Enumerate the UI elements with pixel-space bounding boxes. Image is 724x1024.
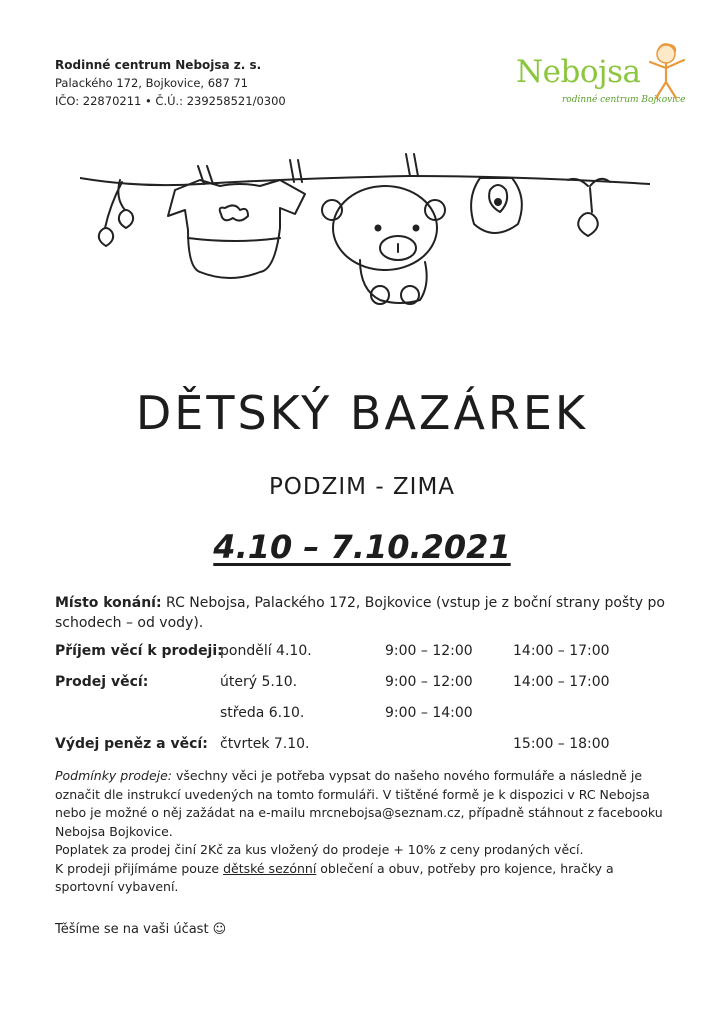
conditions-paragraph xyxy=(55,767,665,841)
fee-paragraph: Poplatek za prodej činí 2Kč za kus vložený do prodeje + 10% z ceny prodaných věcí. xyxy=(55,842,584,857)
row-day: čtvrtek 7.10. xyxy=(220,736,310,752)
season-subtitle: PODZIM - ZIMA xyxy=(268,474,456,500)
nebojsa-logo xyxy=(512,40,692,115)
accepted-emphasis: dětské sezónní xyxy=(223,860,317,876)
org-ids: IČO: 22870211 • Č.Ú.: 239258521/0300 xyxy=(55,94,286,108)
event-dates: 4.10 – 7.10.2021 xyxy=(213,528,511,566)
org-address: Palackého 172, Bojkovice, 687 71 xyxy=(55,76,248,90)
row-morning: 9:00 – 12:00 xyxy=(385,674,473,690)
logo-tagline: rodinné centrum Bojkovice xyxy=(562,95,686,105)
row-morning: 9:00 – 12:00 xyxy=(385,643,473,659)
accepted-items-paragraph xyxy=(55,860,665,897)
row-label: Prodej věcí: xyxy=(55,674,149,690)
row-day: středa 6.10. xyxy=(220,705,305,721)
accepted-text-start: K prodeji přijímáme pouze xyxy=(55,860,224,876)
row-afternoon: 14:00 – 17:00 xyxy=(513,674,610,690)
conditions-text: všechny věci je potřeba vypsat do našeho nového formuláře a následně je označit dle instrukcí uvedených na tomto formuláři. V tištěné formě je k dispozici v RC Nebojsa nebo je možné o něj zažádat na e-mailu mrcnebojsa@seznam.cz, případně stáhnout z facebooku Nebojsa Bojkovice. xyxy=(55,768,663,839)
closing-line: Těšíme se na vaši účast ☺ xyxy=(55,922,227,937)
row-afternoon: 14:00 – 17:00 xyxy=(513,643,610,659)
org-name: Rodinné centrum Nebojsa z. s. xyxy=(55,58,262,72)
venue-label: Místo konání: xyxy=(55,595,162,611)
row-morning: 9:00 – 14:00 xyxy=(385,705,473,721)
venue-text: RC Nebojsa, Palackého 172, Bojkovice (vstup je z boční strany pošty po schodech – od vody). xyxy=(55,595,665,631)
row-day: úterý 5.10. xyxy=(220,674,298,690)
row-day: pondělí 4.10. xyxy=(220,643,312,659)
logo-word: Nebojsa xyxy=(516,54,641,90)
venue-info xyxy=(55,593,665,633)
clothesline-illustration xyxy=(80,150,650,320)
child-figure-icon xyxy=(640,40,692,102)
page-title: DĚTSKÝ BAZÁREK xyxy=(135,386,589,440)
conditions-label: Podmínky prodeje: xyxy=(55,768,173,783)
accepted-text-end: oblečení a obuv, potřeby pro kojence, hračky a sportovní vybavení. xyxy=(55,860,614,894)
row-afternoon: 15:00 – 18:00 xyxy=(513,736,610,752)
organization-header xyxy=(55,56,286,110)
row-label: Výdej peněz a věcí: xyxy=(55,736,208,752)
sale-conditions xyxy=(55,767,665,897)
row-label: Příjem věcí k prodeji: xyxy=(55,643,223,659)
